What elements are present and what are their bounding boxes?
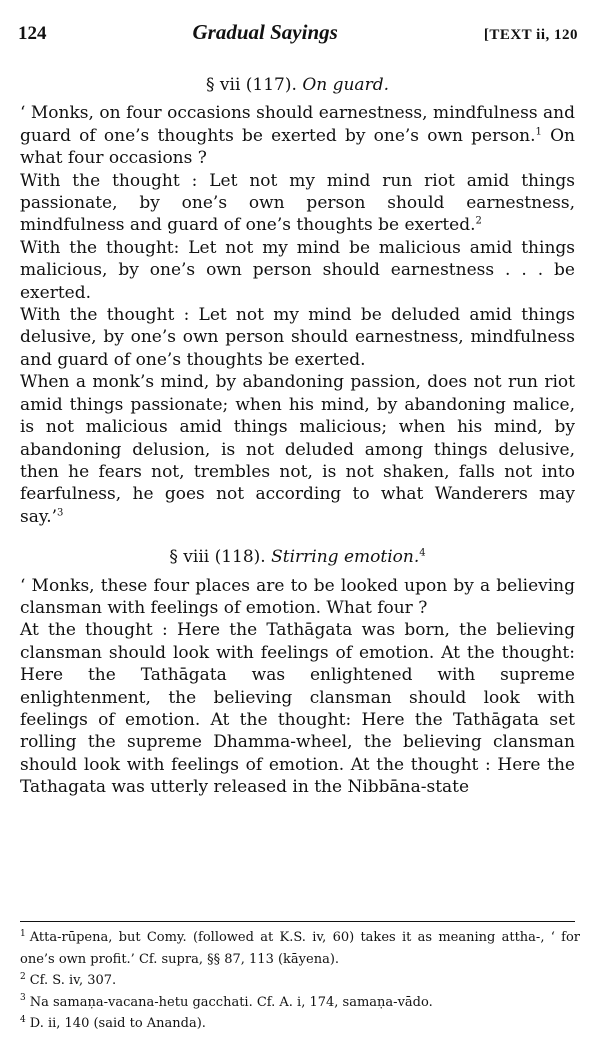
- paragraph: ‘ Monks, these four places are to be looked upon by a believing clansman with feelings of emotion. What four ?: [20, 575, 575, 618]
- main-text: [20, 74, 575, 799]
- paragraph: [20, 304, 575, 371]
- paragraph: [20, 170, 575, 237]
- text-reference: [TEXT ii, 120: [483, 27, 578, 43]
- footnotes: [20, 927, 580, 1035]
- page-number: 124: [18, 23, 47, 44]
- section-number: § viii (118).: [169, 547, 266, 568]
- section-heading-117: [20, 74, 575, 96]
- paragraph: At the thought : Here the Tathāgata was born, the believing clansman should look with feelings of emotion. At the thought: Here the Tathāgata was enlightened with supreme enlightenment, the believing clansman should look with feelings of emotion. At the thought: Here the Tathāgata set rolling the supreme Dhamma-wheel, the believing clansman should look with feelings of emotion. At the thought : Here the Tathagata was utterly released in the Nibbāna-state: [20, 620, 575, 798]
- section-heading-118: [20, 546, 575, 568]
- footnote-text: Atta-rūpena, but Comy. (followed at K.S. iv, 60) takes it as meaning attha-, ‘ for one’s own profit.’ Cf. supra, §§ 87, 113 (kāyena).: [20, 930, 580, 967]
- paragraph-text: ‘ Monks, on four occasions should earnestness, mindfulness and guard of one’s thoughts be exerted by one’s own person.: [20, 103, 575, 146]
- footnote: [20, 970, 580, 992]
- footnote-mark: 3: [20, 993, 26, 1004]
- footnote-mark: 1: [20, 928, 26, 939]
- section-title: Stirring emotion.: [271, 547, 420, 568]
- paragraph-text: With the thought : Let not my mind be deluded amid things delusive, by one’s own person should earnestness, mindfulness and guard of one’s thoughts be exerted.: [20, 305, 575, 370]
- paragraph-text: With the thought: Let not my mind be malicious amid things malicious, by one’s own person should earnestness . . . be exerted.: [20, 237, 575, 303]
- footnote-ref: 4: [419, 547, 426, 559]
- paragraph: [20, 371, 575, 528]
- section-title: On guard.: [302, 75, 389, 95]
- footnote-mark: 4: [20, 1014, 26, 1025]
- footnote-text: D. ii, 140 (said to Ananda).: [29, 1016, 206, 1031]
- footnote-divider: [20, 921, 575, 922]
- footnote-ref: 3: [57, 507, 64, 519]
- paragraph-text: With the thought : Let not my mind run riot amid things passionate, by one’s own person should earnestness, mindfulness and guard of one’s thoughts be exerted.: [20, 170, 575, 236]
- footnote-text: Na samaṇa-vacana-hetu gacchati. Cf. A. i, 174, samaṇa-vādo.: [29, 994, 433, 1010]
- running-title: Gradual Sayings: [192, 20, 338, 44]
- paragraph: [20, 237, 575, 304]
- footnote-mark: 2: [20, 971, 26, 982]
- running-header: [18, 20, 578, 46]
- paragraph-text: When a monk’s mind, by abandoning passion, does not run riot amid things passionate; when his mind, by abandoning malice, is not malicious amid things malicious; when his mind, by abandoning delusion, is not deluded among things delusive, then he fears not, trembles not, is not shaken, falls not into fearfulness, he goes not according to what Wanderers may say.’: [20, 372, 575, 527]
- footnote: [20, 1013, 580, 1035]
- paragraph: [20, 102, 575, 169]
- footnote: [20, 992, 580, 1014]
- footnote-text: Cf. S. iv, 307.: [29, 973, 117, 988]
- footnote-ref: 2: [475, 215, 482, 227]
- section-number: § vii (117).: [206, 75, 297, 95]
- footnote: [20, 927, 580, 970]
- footnote-ref: 1: [535, 126, 542, 138]
- paragraph-text: On what four occasions ?: [20, 125, 575, 169]
